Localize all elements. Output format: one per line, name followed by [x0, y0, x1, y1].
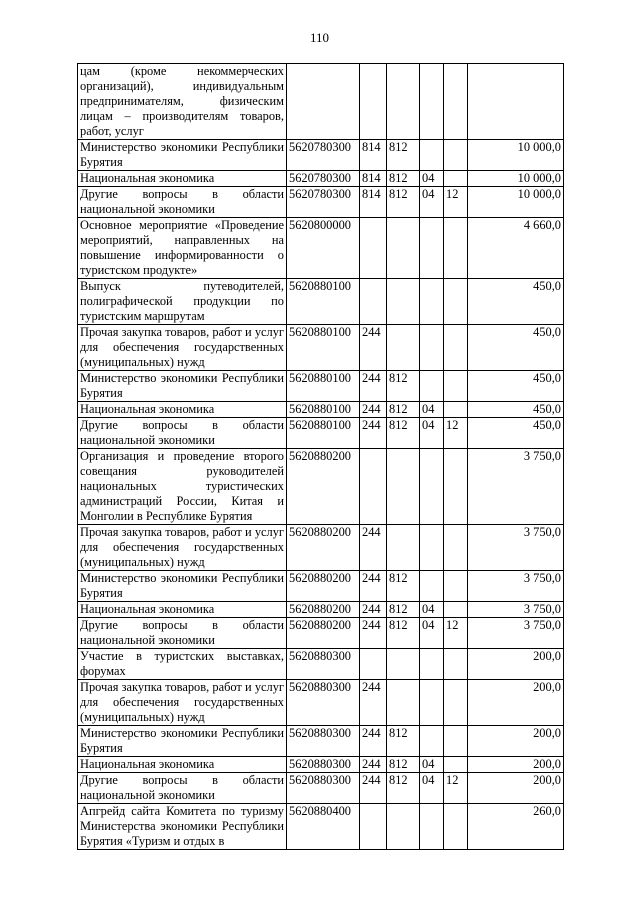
row-name-cell: Национальная экономика	[78, 602, 287, 618]
table-row	[78, 64, 564, 140]
ministry-code-cell: 812	[387, 418, 420, 449]
table-row	[78, 525, 564, 571]
table-row	[78, 187, 564, 218]
amount-cell: 260,0	[468, 804, 564, 850]
expense-type-cell: 814	[360, 171, 387, 187]
section-cell: 04	[420, 602, 444, 618]
table-row	[78, 773, 564, 804]
ministry-code-cell	[387, 680, 420, 726]
ministry-code-cell	[387, 279, 420, 325]
section-cell	[420, 218, 444, 279]
ministry-code-cell	[387, 449, 420, 525]
subsection-cell	[444, 64, 468, 140]
section-cell	[420, 371, 444, 402]
ministry-code-cell: 812	[387, 618, 420, 649]
target-article-cell: 5620880200	[287, 571, 360, 602]
subsection-cell	[444, 757, 468, 773]
table-row	[78, 325, 564, 371]
ministry-code-cell	[387, 218, 420, 279]
target-article-cell: 5620880200	[287, 449, 360, 525]
expense-type-cell: 244	[360, 402, 387, 418]
expense-type-cell: 244	[360, 680, 387, 726]
section-cell: 04	[420, 618, 444, 649]
target-article-cell: 5620880300	[287, 680, 360, 726]
row-name-cell: Другие вопросы в области национальной экономики	[78, 418, 287, 449]
subsection-cell	[444, 571, 468, 602]
table-row	[78, 402, 564, 418]
expense-type-cell	[360, 64, 387, 140]
page-number: 110	[309, 30, 330, 45]
section-cell	[420, 804, 444, 850]
target-article-cell: 5620880100	[287, 279, 360, 325]
amount-cell: 200,0	[468, 726, 564, 757]
table-row	[78, 171, 564, 187]
table-row	[78, 449, 564, 525]
table-row	[78, 649, 564, 680]
amount-cell: 10 000,0	[468, 171, 564, 187]
row-name-cell: Министерство экономики Республики Бурятия	[78, 726, 287, 757]
table-row	[78, 804, 564, 850]
amount-cell: 3 750,0	[468, 571, 564, 602]
amount-cell: 10 000,0	[468, 140, 564, 171]
section-cell	[420, 64, 444, 140]
expense-type-cell	[360, 804, 387, 850]
subsection-cell	[444, 279, 468, 325]
table-row	[78, 618, 564, 649]
expense-type-cell	[360, 449, 387, 525]
ministry-code-cell: 812	[387, 187, 420, 218]
section-cell: 04	[420, 171, 444, 187]
target-article-cell: 5620880200	[287, 618, 360, 649]
expense-type-cell	[360, 649, 387, 680]
subsection-cell	[444, 371, 468, 402]
row-name-cell: Другие вопросы в области национальной экономики	[78, 773, 287, 804]
row-name-cell: Другие вопросы в области национальной экономики	[78, 187, 287, 218]
row-name-cell: Организация и проведение второго совещания руководителей национальных туристических администраций России, Китая и Монголии в Республике Бурятия	[78, 449, 287, 525]
amount-cell: 200,0	[468, 680, 564, 726]
table-row	[78, 757, 564, 773]
subsection-cell	[444, 140, 468, 171]
subsection-cell	[444, 449, 468, 525]
amount-cell: 450,0	[468, 325, 564, 371]
table-row	[78, 279, 564, 325]
expense-type-cell: 244	[360, 571, 387, 602]
ministry-code-cell	[387, 525, 420, 571]
subsection-cell	[444, 649, 468, 680]
amount-cell: 3 750,0	[468, 449, 564, 525]
row-name-cell: Национальная экономика	[78, 402, 287, 418]
ministry-code-cell: 812	[387, 402, 420, 418]
budget-table-body	[78, 64, 564, 850]
ministry-code-cell	[387, 649, 420, 680]
ministry-code-cell: 812	[387, 140, 420, 171]
row-name-cell: Основное мероприятие «Проведение мероприятий, направленных на повышение информированности о туристском продукте»	[78, 218, 287, 279]
table-row	[78, 418, 564, 449]
section-cell	[420, 449, 444, 525]
expense-type-cell: 244	[360, 773, 387, 804]
row-name-cell: Участие в туристских выставках, форумах	[78, 649, 287, 680]
subsection-cell	[444, 804, 468, 850]
subsection-cell	[444, 171, 468, 187]
section-cell: 04	[420, 773, 444, 804]
expense-type-cell: 244	[360, 618, 387, 649]
amount-cell: 200,0	[468, 773, 564, 804]
table-row	[78, 726, 564, 757]
section-cell	[420, 726, 444, 757]
expense-type-cell: 814	[360, 187, 387, 218]
expense-type-cell: 244	[360, 371, 387, 402]
subsection-cell	[444, 525, 468, 571]
target-article-cell	[287, 64, 360, 140]
amount-cell: 450,0	[468, 402, 564, 418]
amount-cell: 200,0	[468, 757, 564, 773]
target-article-cell: 5620880300	[287, 773, 360, 804]
row-name-cell: Прочая закупка товаров, работ и услуг для обеспечения государственных (муниципальных) нужд	[78, 525, 287, 571]
subsection-cell	[444, 218, 468, 279]
table-row	[78, 602, 564, 618]
table-row	[78, 571, 564, 602]
target-article-cell: 5620880100	[287, 418, 360, 449]
expense-type-cell: 244	[360, 525, 387, 571]
table-row	[78, 140, 564, 171]
target-article-cell: 5620880200	[287, 602, 360, 618]
target-article-cell: 5620880200	[287, 525, 360, 571]
section-cell: 04	[420, 402, 444, 418]
amount-cell: 450,0	[468, 371, 564, 402]
subsection-cell	[444, 602, 468, 618]
row-name-cell: цам (кроме некоммерческих организаций), индивидуальным предпринимателям, физическим лицам – производителям товаров, работ, услуг	[78, 64, 287, 140]
amount-cell: 3 750,0	[468, 618, 564, 649]
amount-cell: 10 000,0	[468, 187, 564, 218]
amount-cell: 450,0	[468, 279, 564, 325]
row-name-cell: Министерство экономики Республики Бурятия	[78, 371, 287, 402]
section-cell	[420, 571, 444, 602]
row-name-cell: Апгрейд сайта Комитета по туризму Министерства экономики Республики Бурятия «Туризм и отдых в	[78, 804, 287, 850]
ministry-code-cell: 812	[387, 371, 420, 402]
table-row	[78, 371, 564, 402]
subsection-cell: 12	[444, 418, 468, 449]
subsection-cell: 12	[444, 618, 468, 649]
section-cell	[420, 649, 444, 680]
amount-cell: 450,0	[468, 418, 564, 449]
row-name-cell: Другие вопросы в области национальной экономики	[78, 618, 287, 649]
target-article-cell: 5620880300	[287, 726, 360, 757]
target-article-cell: 5620880100	[287, 402, 360, 418]
table-row	[78, 680, 564, 726]
row-name-cell: Министерство экономики Республики Бурятия	[78, 571, 287, 602]
section-cell	[420, 525, 444, 571]
section-cell: 04	[420, 757, 444, 773]
target-article-cell: 5620780300	[287, 171, 360, 187]
target-article-cell: 5620800000	[287, 218, 360, 279]
expense-type-cell: 814	[360, 140, 387, 171]
section-cell	[420, 325, 444, 371]
amount-cell: 200,0	[468, 649, 564, 680]
row-name-cell: Национальная экономика	[78, 757, 287, 773]
target-article-cell: 5620880100	[287, 325, 360, 371]
target-article-cell: 5620880300	[287, 649, 360, 680]
amount-cell: 3 750,0	[468, 602, 564, 618]
ministry-code-cell: 812	[387, 757, 420, 773]
expense-type-cell: 244	[360, 726, 387, 757]
row-name-cell: Министерство экономики Республики Бурятия	[78, 140, 287, 171]
ministry-code-cell	[387, 804, 420, 850]
target-article-cell: 5620780300	[287, 140, 360, 171]
ministry-code-cell: 812	[387, 726, 420, 757]
section-cell	[420, 680, 444, 726]
expense-type-cell: 244	[360, 418, 387, 449]
target-article-cell: 5620880400	[287, 804, 360, 850]
subsection-cell: 12	[444, 187, 468, 218]
section-cell	[420, 279, 444, 325]
target-article-cell: 5620880100	[287, 371, 360, 402]
amount-cell	[468, 64, 564, 140]
row-name-cell: Национальная экономика	[78, 171, 287, 187]
amount-cell: 4 660,0	[468, 218, 564, 279]
row-name-cell: Выпуск путеводителей, полиграфической продукции по туристским маршрутам	[78, 279, 287, 325]
ministry-code-cell: 812	[387, 773, 420, 804]
target-article-cell: 5620780300	[287, 187, 360, 218]
expense-type-cell	[360, 218, 387, 279]
ministry-code-cell: 812	[387, 171, 420, 187]
table-row	[78, 218, 564, 279]
ministry-code-cell	[387, 64, 420, 140]
budget-table	[77, 63, 564, 850]
section-cell: 04	[420, 418, 444, 449]
subsection-cell	[444, 726, 468, 757]
row-name-cell: Прочая закупка товаров, работ и услуг для обеспечения государственных (муниципальных) нужд	[78, 680, 287, 726]
subsection-cell	[444, 402, 468, 418]
target-article-cell: 5620880300	[287, 757, 360, 773]
row-name-cell: Прочая закупка товаров, работ и услуг для обеспечения государственных (муниципальных) нужд	[78, 325, 287, 371]
expense-type-cell: 244	[360, 757, 387, 773]
amount-cell: 3 750,0	[468, 525, 564, 571]
ministry-code-cell: 812	[387, 602, 420, 618]
section-cell	[420, 140, 444, 171]
expense-type-cell	[360, 279, 387, 325]
ministry-code-cell	[387, 325, 420, 371]
subsection-cell: 12	[444, 773, 468, 804]
subsection-cell	[444, 325, 468, 371]
ministry-code-cell: 812	[387, 571, 420, 602]
subsection-cell	[444, 680, 468, 726]
expense-type-cell: 244	[360, 325, 387, 371]
section-cell: 04	[420, 187, 444, 218]
expense-type-cell: 244	[360, 602, 387, 618]
